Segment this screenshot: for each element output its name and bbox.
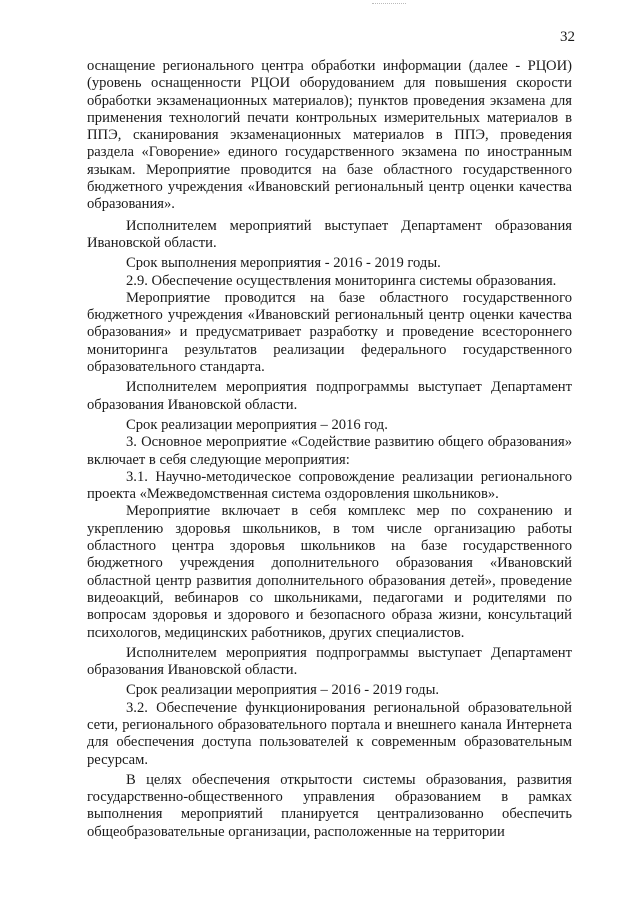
document-body bbox=[87, 58, 572, 841]
paragraph-equipment: оснащение регионального центра обработки информации (далее - РЦОИ) (уровень оснащенности РЦОИ оборудованием для повышения скорости обработки экзаменационных материалов); пунктов проведения экзамена для применения технологий печати контрольных измерительных материалов в ППЭ, сканирования экзаменационных материалов в ППЭ, проведения раздела «Говорение» единого государственного экзамена по иностранным языкам. Мероприятие проводится на базе областного государственного бюджетного учреждения «Ивановский региональный центр оценки качества образования». bbox=[87, 58, 572, 213]
paragraph-openness: В целях обеспечения открытости системы образования, развития государственно-общественного управления образованием в рамках выполнения мероприятий планируется централизованно обеспечить общеобразовательные организации, расположенные на территории bbox=[87, 771, 572, 840]
paragraph-monitoring: Мероприятие проводится на базе областного государственного бюджетного учреждения «Ивановский региональный центр оценки качества образования» и предусматривает разработку и проведение всестороннего мониторинга результатов реализации федерального государственного образовательного стандарта. bbox=[87, 289, 572, 376]
paragraph-deadline-3: Срок реализации мероприятия – 2016 - 2019 годы. bbox=[126, 682, 440, 699]
paragraph-executor-2: Исполнителем мероприятия подпрограммы выступает Департамент образования Ивановской области. bbox=[87, 379, 572, 413]
scan-artifact bbox=[372, 3, 406, 7]
paragraph-item-3-2: 3.2. Обеспечение функционирования региональной образовательной сети, регионального образовательного портала и внешнего канала Интернета для обеспечения доступа пользователей к современным образовательным ресурсам. bbox=[87, 699, 572, 768]
paragraph-deadline-1: Срок выполнения мероприятия - 2016 - 2019 годы. bbox=[126, 255, 441, 272]
page-number: 32 bbox=[560, 29, 575, 45]
paragraph-item-3-1: 3.1. Научно-методическое сопровождение реализации регионального проекта «Межведомственная система оздоровления школьников». bbox=[87, 468, 572, 503]
paragraph-executor-1: Исполнителем мероприятий выступает Департамент образования Ивановской области. bbox=[87, 217, 572, 251]
paragraph-item-2-9: 2.9. Обеспечение осуществления мониторинга системы образования. bbox=[126, 272, 557, 289]
paragraph-executor-3: Исполнителем мероприятия подпрограммы выступает Департамент образования Ивановской области. bbox=[87, 644, 572, 679]
paragraph-deadline-2: Срок реализации мероприятия – 2016 год. bbox=[126, 416, 388, 433]
paragraph-health: Мероприятие включает в себя комплекс мер по сохранению и укреплению здоровья школьников, в том числе организацию работы областного центра здоровья школьников на базе государственного бюджетного учреждения дополнительного образования «Ивановский областной центр развития дополнительного образования детей», проведение видеоакций, вебинаров со школьниками, педагогами и родителями по вопросам здоровья и здорового и безопасного образа жизни, консультаций психологов, медицинских работников, других специалистов. bbox=[87, 503, 572, 641]
paragraph-item-3: 3. Основное мероприятие «Содействие развитию общего образования» включает в себя следующие мероприятия: bbox=[87, 434, 572, 468]
